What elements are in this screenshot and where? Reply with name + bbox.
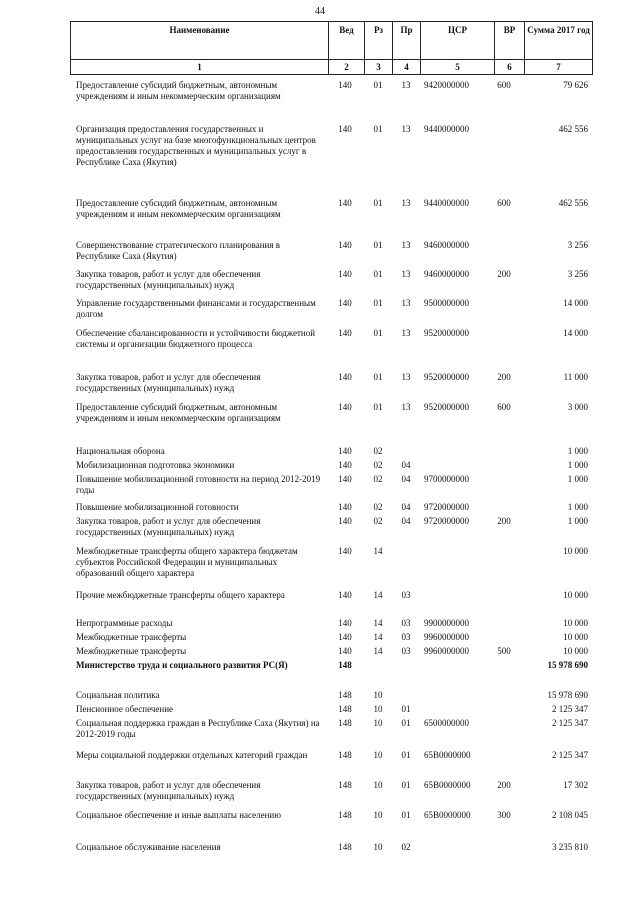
row-ved: 140 bbox=[338, 80, 352, 90]
row-csr: 9520000000 bbox=[424, 372, 469, 382]
row-sum: 15 978 690 bbox=[547, 660, 588, 670]
row-sum: 1 000 bbox=[567, 516, 588, 526]
row-rz: 14 bbox=[373, 590, 383, 600]
row-rz: 10 bbox=[373, 842, 383, 852]
row-ved: 148 bbox=[338, 780, 352, 790]
row-vr: 500 bbox=[497, 646, 511, 656]
row-sum: 10 000 bbox=[563, 646, 588, 656]
row-rz: 02 bbox=[373, 474, 383, 484]
header-name: Наименование bbox=[71, 22, 329, 60]
row-rz: 14 bbox=[373, 618, 383, 628]
row-pr: 01 bbox=[401, 810, 411, 820]
row-sum: 10 000 bbox=[563, 546, 588, 556]
row-name: Закупка товаров, работ и услуг для обеспечения государственных (муниципальных) нужд bbox=[76, 372, 261, 393]
row-pr: 13 bbox=[401, 198, 411, 208]
row-name: Управление государственными финансами и государственным долгом bbox=[76, 298, 316, 319]
row-name: Мобилизационная подготовка экономики bbox=[76, 460, 235, 470]
row-rz: 02 bbox=[373, 516, 383, 526]
row-sum: 10 000 bbox=[563, 632, 588, 642]
header-rz: Рз bbox=[365, 22, 393, 60]
row-sum: 462 556 bbox=[558, 124, 588, 134]
col-number-5: 5 bbox=[421, 60, 495, 75]
row-csr: 9960000000 bbox=[424, 646, 469, 656]
row-rz: 01 bbox=[373, 328, 383, 338]
row-pr: 01 bbox=[401, 780, 411, 790]
row-name: Социальная политика bbox=[76, 690, 160, 700]
page-number: 44 bbox=[315, 6, 325, 17]
row-sum: 3 000 bbox=[567, 402, 588, 412]
header-ved: Вед bbox=[329, 22, 365, 60]
row-rz: 01 bbox=[373, 80, 383, 90]
row-sum: 1 000 bbox=[567, 474, 588, 484]
row-rz: 10 bbox=[373, 780, 383, 790]
col-number-7: 7 bbox=[525, 60, 593, 75]
row-pr: 03 bbox=[401, 618, 411, 628]
row-name: Социальное обслуживание населения bbox=[76, 842, 221, 852]
row-sum: 1 000 bbox=[567, 460, 588, 470]
row-sum: 10 000 bbox=[563, 590, 588, 600]
row-name: Повышение мобилизационной готовности на период 2012-2019 годы bbox=[76, 474, 321, 495]
col-number-6: 6 bbox=[495, 60, 525, 75]
row-name: Предоставление субсидий бюджетным, автономным учреждениям и иным некоммерческим организациям bbox=[76, 80, 281, 101]
row-pr: 04 bbox=[401, 474, 411, 484]
row-csr: 9500000000 bbox=[424, 298, 469, 308]
row-name: Предоставление субсидий бюджетным, автономным учреждениям и иным некоммерческим организациям bbox=[76, 198, 281, 219]
row-csr: 9440000000 bbox=[424, 124, 469, 134]
row-name: Социальная поддержка граждан в Республике Саха (Якутия) на 2012-2019 годы bbox=[76, 718, 320, 739]
col-number-2: 2 bbox=[329, 60, 365, 75]
row-ved: 140 bbox=[338, 516, 352, 526]
row-rz: 10 bbox=[373, 704, 383, 714]
row-rz: 14 bbox=[373, 646, 383, 656]
row-sum: 3 256 bbox=[567, 269, 588, 279]
row-csr: 9520000000 bbox=[424, 402, 469, 412]
row-csr: 9900000000 bbox=[424, 618, 469, 628]
row-name: Меры социальной поддержки отдельных категорий граждан bbox=[76, 750, 308, 760]
row-name: Межбюджетные трансферты общего характера бюджетам субъектов Российской Федерации и муниципальных образований общего характера bbox=[76, 546, 298, 578]
row-vr: 200 bbox=[497, 372, 511, 382]
row-sum: 2 125 347 bbox=[552, 718, 588, 728]
row-pr: 02 bbox=[401, 842, 411, 852]
row-sum: 15 978 690 bbox=[547, 690, 588, 700]
row-pr: 13 bbox=[401, 298, 411, 308]
row-ved: 140 bbox=[338, 446, 352, 456]
row-pr: 04 bbox=[401, 460, 411, 470]
row-name: Межбюджетные трансферты bbox=[76, 646, 187, 656]
row-sum: 14 000 bbox=[563, 298, 588, 308]
row-sum: 3 256 bbox=[567, 240, 588, 250]
row-ved: 140 bbox=[338, 269, 352, 279]
row-csr: 65В0000000 bbox=[424, 750, 471, 760]
row-sum: 10 000 bbox=[563, 618, 588, 628]
row-rz: 01 bbox=[373, 372, 383, 382]
row-rz: 10 bbox=[373, 810, 383, 820]
row-rz: 01 bbox=[373, 402, 383, 412]
row-pr: 13 bbox=[401, 269, 411, 279]
row-ved: 140 bbox=[338, 546, 352, 556]
row-ved: 140 bbox=[338, 618, 352, 628]
table-header bbox=[70, 21, 593, 75]
row-rz: 02 bbox=[373, 446, 383, 456]
row-pr: 13 bbox=[401, 402, 411, 412]
row-name: Национальная оборона bbox=[76, 446, 165, 456]
row-sum: 11 000 bbox=[563, 372, 588, 382]
row-ved: 140 bbox=[338, 402, 352, 412]
row-rz: 02 bbox=[373, 502, 383, 512]
row-ved: 140 bbox=[338, 590, 352, 600]
row-rz: 01 bbox=[373, 269, 383, 279]
row-ved: 140 bbox=[338, 460, 352, 470]
row-name: Прочие межбюджетные трансферты общего характера bbox=[76, 590, 285, 600]
row-rz: 01 bbox=[373, 240, 383, 250]
row-vr: 600 bbox=[497, 402, 511, 412]
row-name: Социальное обеспечение и иные выплаты населению bbox=[76, 810, 281, 820]
row-pr: 04 bbox=[401, 502, 411, 512]
row-csr: 9460000000 bbox=[424, 240, 469, 250]
row-ved: 148 bbox=[338, 842, 352, 852]
row-rz: 14 bbox=[373, 632, 383, 642]
row-sum: 2 108 045 bbox=[552, 810, 588, 820]
row-name: Закупка товаров, работ и услуг для обеспечения государственных (муниципальных) нужд bbox=[76, 516, 261, 537]
row-csr: 9960000000 bbox=[424, 632, 469, 642]
row-ved: 140 bbox=[338, 502, 352, 512]
row-name: Повышение мобилизационной готовности bbox=[76, 502, 239, 512]
row-rz: 10 bbox=[373, 718, 383, 728]
header-pr: Пр bbox=[393, 22, 421, 60]
row-pr: 01 bbox=[401, 718, 411, 728]
row-sum: 17 302 bbox=[563, 780, 588, 790]
row-vr: 600 bbox=[497, 198, 511, 208]
row-name: Закупка товаров, работ и услуг для обеспечения государственных (муниципальных) нужд bbox=[76, 269, 261, 290]
header-vr: ВР bbox=[495, 22, 525, 60]
row-rz: 01 bbox=[373, 198, 383, 208]
row-name: Предоставление субсидий бюджетным, автономным учреждениям и иным некоммерческим организациям bbox=[76, 402, 281, 423]
row-ved: 148 bbox=[338, 750, 352, 760]
row-name: Министерство труда и социального развития РС(Я) bbox=[76, 660, 288, 670]
row-rz: 10 bbox=[373, 750, 383, 760]
row-csr: 6500000000 bbox=[424, 718, 469, 728]
row-sum: 14 000 bbox=[563, 328, 588, 338]
row-ved: 140 bbox=[338, 632, 352, 642]
row-name: Непрограммные расходы bbox=[76, 618, 173, 628]
row-csr: 9520000000 bbox=[424, 328, 469, 338]
row-sum: 79 626 bbox=[563, 80, 588, 90]
row-pr: 13 bbox=[401, 328, 411, 338]
row-ved: 140 bbox=[338, 198, 352, 208]
col-number-4: 4 bbox=[393, 60, 421, 75]
row-sum: 2 125 347 bbox=[552, 704, 588, 714]
row-sum: 462 556 bbox=[558, 198, 588, 208]
header-sum: Сумма 2017 год bbox=[525, 22, 593, 60]
row-csr: 9720000000 bbox=[424, 516, 469, 526]
row-vr: 600 bbox=[497, 80, 511, 90]
row-vr: 300 bbox=[497, 810, 511, 820]
row-pr: 03 bbox=[401, 590, 411, 600]
row-sum: 1 000 bbox=[567, 446, 588, 456]
row-vr: 200 bbox=[497, 780, 511, 790]
row-name: Закупка товаров, работ и услуг для обеспечения государственных (муниципальных) нужд bbox=[76, 780, 261, 801]
row-ved: 140 bbox=[338, 124, 352, 134]
row-name: Обеспечение сбалансированности и устойчивости бюджетной системы и организации бюджетного процесса bbox=[76, 328, 316, 349]
row-pr: 13 bbox=[401, 80, 411, 90]
row-ved: 140 bbox=[338, 646, 352, 656]
row-csr: 65В0000000 bbox=[424, 780, 471, 790]
row-ved: 140 bbox=[338, 328, 352, 338]
row-sum: 3 235 810 bbox=[552, 842, 588, 852]
row-csr: 9700000000 bbox=[424, 474, 469, 484]
row-pr: 13 bbox=[401, 124, 411, 134]
row-pr: 13 bbox=[401, 372, 411, 382]
row-rz: 14 bbox=[373, 546, 383, 556]
row-ved: 140 bbox=[338, 240, 352, 250]
row-ved: 148 bbox=[338, 690, 352, 700]
row-pr: 03 bbox=[401, 632, 411, 642]
row-pr: 01 bbox=[401, 704, 411, 714]
row-rz: 01 bbox=[373, 124, 383, 134]
row-ved: 140 bbox=[338, 474, 352, 484]
row-csr: 9440000000 bbox=[424, 198, 469, 208]
row-pr: 03 bbox=[401, 646, 411, 656]
row-name: Межбюджетные трансферты bbox=[76, 632, 187, 642]
col-number-3: 3 bbox=[365, 60, 393, 75]
row-ved: 148 bbox=[338, 718, 352, 728]
row-name: Организация предоставления государственных и муниципальных услуг на базе многофункциональных центров предоставления государственных и муниципальных услуг в Республике Саха (Якутия) bbox=[76, 124, 316, 167]
row-name: Пенсионное обеспечение bbox=[76, 704, 174, 714]
row-vr: 200 bbox=[497, 516, 511, 526]
row-pr: 13 bbox=[401, 240, 411, 250]
col-number-1: 1 bbox=[71, 60, 329, 75]
row-ved: 140 bbox=[338, 298, 352, 308]
row-csr: 65В0000000 bbox=[424, 810, 471, 820]
row-csr: 9420000000 bbox=[424, 80, 469, 90]
row-ved: 148 bbox=[338, 704, 352, 714]
header-csr: ЦСР bbox=[421, 22, 495, 60]
row-csr: 9720000000 bbox=[424, 502, 469, 512]
row-rz: 01 bbox=[373, 298, 383, 308]
row-rz: 02 bbox=[373, 460, 383, 470]
row-pr: 04 bbox=[401, 516, 411, 526]
row-ved: 140 bbox=[338, 372, 352, 382]
row-ved: 148 bbox=[338, 660, 352, 670]
row-sum: 1 000 bbox=[567, 502, 588, 512]
row-csr: 9460000000 bbox=[424, 269, 469, 279]
row-pr: 01 bbox=[401, 750, 411, 760]
row-rz: 10 bbox=[373, 690, 383, 700]
row-ved: 148 bbox=[338, 810, 352, 820]
row-vr: 200 bbox=[497, 269, 511, 279]
row-sum: 2 125 347 bbox=[552, 750, 588, 760]
row-name: Совершенствование стратегического планирования в Республике Саха (Якутия) bbox=[76, 240, 280, 261]
